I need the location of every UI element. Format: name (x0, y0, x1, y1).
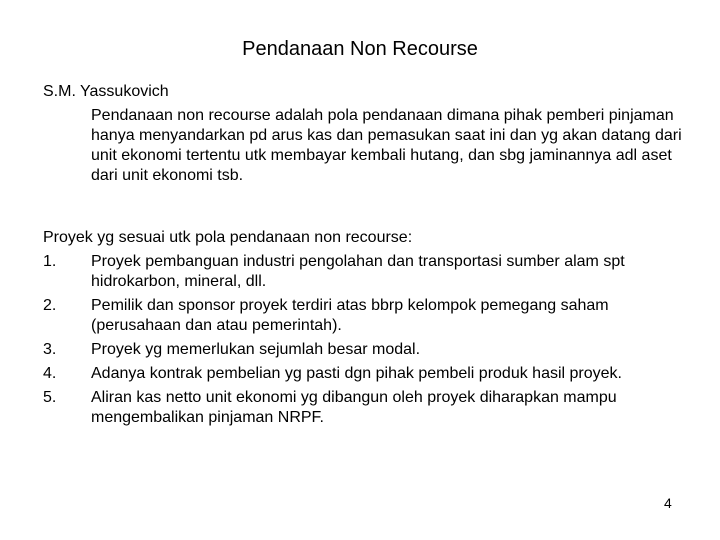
list-item-text: Adanya kontrak pembelian yg pasti dgn pihak pembeli produk hasil proyek. (91, 365, 622, 382)
definition-paragraph: Pendanaan non recourse adalah pola pendanaan dimana pihak pemberi pinjaman hanya menyandarkan pd arus kas dan pemasukan saat ini dan yg akan datang dari unit ekonomi tertentu utk membayar kembali hutang, dan sbg jaminannya adl aset dari unit ekonomi tsb. (91, 107, 682, 184)
page-number: 4 (664, 495, 672, 511)
list-item-number: 1. (43, 253, 57, 270)
author-name: S.M. Yassukovich (43, 83, 169, 100)
list-item-number: 3. (43, 341, 57, 358)
list-item (43, 364, 693, 384)
list-item-text: Pemilik dan sponsor proyek terdiri atas bbrp kelompok pemegang saham (perusahaan dan atau pemerintah). (91, 297, 609, 334)
list-item-number: 2. (43, 297, 57, 314)
list-item-text: Aliran kas netto unit ekonomi yg dibangun oleh proyek diharapkan mampu mengembalikan pinjaman NRPF. (91, 389, 617, 426)
list-item-text: Proyek yg memerlukan sejumlah besar modal. (91, 341, 421, 358)
project-list (43, 252, 693, 432)
list-item-number: 4. (43, 365, 57, 382)
list-item (43, 340, 693, 360)
slide-title: Pendanaan Non Recourse (242, 38, 478, 60)
list-item-text: Proyek pembanguan industri pengolahan dan transportasi sumber alam spt hidrokarbon, mineral, dll. (91, 253, 625, 290)
list-item-number: 5. (43, 389, 57, 406)
list-item (43, 388, 693, 428)
list-heading: Proyek yg sesuai utk pola pendanaan non recourse: (43, 229, 413, 246)
list-item (43, 252, 693, 292)
list-item (43, 296, 693, 336)
